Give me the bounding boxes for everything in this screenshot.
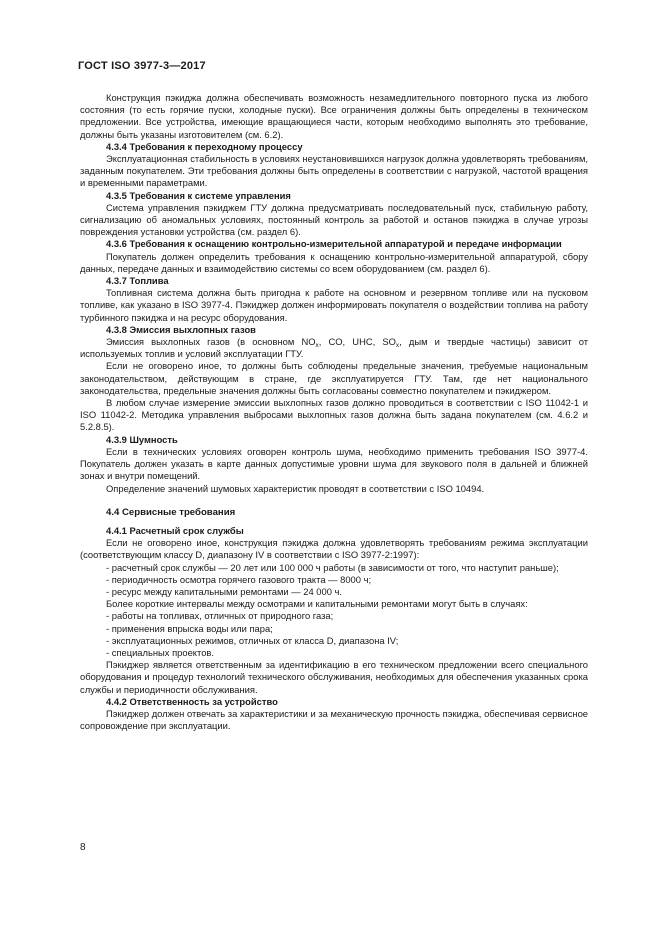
section-4-4-2-paragraph: Пэкиджер должен отвечать за характеристики и за механическую прочность пэкиджа, обеспечивая сервисное сопровождение при эксплуатации.: [80, 707, 588, 732]
section-4-3-7-title: 4.3.7 Топлива: [106, 275, 169, 287]
section-4-3-7-paragraph: Топливная система должна быть пригодна к работе на основном и резервном топливе или на пусковом топливе, как указано в ISO 3977-4. Пэкиджер должен информировать покупателя о воздействии топлива на работу турбинного пэкиджа и на ресурс оборудования.: [80, 287, 588, 323]
section-4-3-5-paragraph: Система управления пэкиджем ГТУ должна предусматривать последовательный пуск, стабильную работу, сигнализацию об аномальных условиях, постоянный контроль за работой и останов пэкиджа в случае угрозы повреждения установки устройства (см. раздел 6).: [80, 201, 588, 238]
nox-subscript: x: [315, 342, 319, 350]
section-4-4-1-paragraph-3: Пэкиджер является ответственным за идентификацию в его техническом предложении всего специального оборудования и процедур технологий технического обслуживания, необходимых для обеспечения указанных срока службы и периодичности обслуживания.: [80, 659, 588, 695]
list-item: - расчетный срок службы — 20 лет или 100 000 ч работы (в зависимости от того, что наступит раньше);: [106, 561, 559, 573]
list-item: - ресурс между капитальными ремонтами — 24 000 ч.: [106, 585, 343, 597]
section-4-3-9-paragraph-2: Определение значений шумовых характеристик проводят в соответствии с ISO 10494.: [106, 482, 485, 494]
list-item: - работы на топливах, отличных от природного газа;: [106, 610, 334, 622]
section-4-3-8-paragraph-3: В любом случае измерение эмиссии выхлопных газов должно проводиться в соответствии с ISO 11042-1 и ISO 11042-2. Методика управления выбросами выхлопных газов должна быть задана покупателем (см. 4.6.2 и 5.2.8.5).: [80, 397, 588, 433]
list-item: - специальных проектов.: [106, 646, 215, 658]
section-4-4-1-paragraph-1: Если не оговорено иное, конструкция пэкиджа должна удовлетворять требованиям режима эксплуатации (соответствующим классу D, диапазону IV в соответствии с ISO 3977-2:1997):: [80, 537, 588, 561]
intro-paragraph: Конструкция пэкиджа должна обеспечивать возможность незамедлительного повторного пуска из любого состояния (то есть горячие пуски, холодные пуски). Все ограничения должны быть определены в техническом предложении. Все устройства, имеющие вращающиеся части, которым необходимо выполнять это требование, должны быть указаны изготовителем (см. 6.2).: [80, 92, 588, 140]
section-4-4-2-title: 4.4.2 Ответственность за устройство: [106, 695, 278, 707]
section-4-4-1-paragraph-2: Более короткие интервалы между осмотрами и капитальными ремонтами могут быть в случаях:: [106, 598, 528, 610]
section-4-4-1-title: 4.4.1 Расчетный срок службы: [106, 524, 244, 536]
list-item: - периодичность осмотра горячего газового тракта — 8000 ч;: [106, 573, 372, 585]
section-4-3-8-title: 4.3.8 Эмиссия выхлопных газов: [106, 323, 256, 335]
page-number: 8: [80, 842, 86, 853]
section-4-4-title: 4.4 Сервисные требования: [106, 506, 236, 518]
document-body: [80, 92, 588, 732]
emission-text-b: , CO, UHC, SO: [318, 336, 396, 348]
section-4-3-4-paragraph: Эксплуатационная стабильность в условиях неустановившихся нагрузок должна удовлетворять требованиям, заданным покупателем. Эти требования должны быть определены в соответствии с нагрузкой, частотой вращения и временными параметрами.: [80, 153, 588, 189]
section-4-3-5-title: 4.3.5 Требования к системе управления: [106, 189, 291, 201]
list-item: - эксплуатационных режимов, отличных от класса D, диапазона IV;: [106, 634, 399, 646]
section-4-3-9-paragraph-1: Если в технических условиях оговорен контроль шума, необходимо применить требования ISO 3977-4. Покупатель должен указать в карте данных допустимые уровни шума для звукового поля в дальней и ближней зонах и внутри помещений.: [80, 445, 588, 482]
section-4-3-8-paragraph-2: Если не оговорено иное, то должны быть соблюдены предельные значения, требуемые национальным законодательством, действующим в стране, где эксплуатируется ГТУ. Там, где нет национального законодательства, предельные значения должны быть согласованы совместно покупателем и пэкиджером.: [80, 360, 588, 396]
section-4-3-6-paragraph: Покупатель должен определить требования к оснащению контрольно-измерительной аппаратурой, сбору данных, передаче данных и взаимодействию системы со всем оборудованием (см. раздел 6).: [80, 250, 588, 274]
sox-subscript: x: [395, 342, 400, 350]
section-4-3-9-title: 4.3.9 Шумность: [106, 433, 178, 445]
section-4-3-8-paragraph-1: [80, 336, 588, 360]
section-4-3-4-title: 4.3.4 Требования к переходному процессу: [106, 140, 303, 152]
emission-text-c: , дым и твердые частицы) зависит от используемых топлив и условий эксплуатации ГТУ.: [80, 336, 589, 360]
document-header: ГОСТ ISO 3977-3—2017: [78, 60, 206, 72]
list-item: - применения впрыска воды или пара;: [106, 622, 273, 634]
emission-text-a: Эмиссия выхлопных газов (в основном NO: [106, 336, 316, 348]
section-4-3-6-title: 4.3.6 Требования к оснащению контрольно-измерительной аппаратурой и передаче информации: [106, 238, 562, 250]
